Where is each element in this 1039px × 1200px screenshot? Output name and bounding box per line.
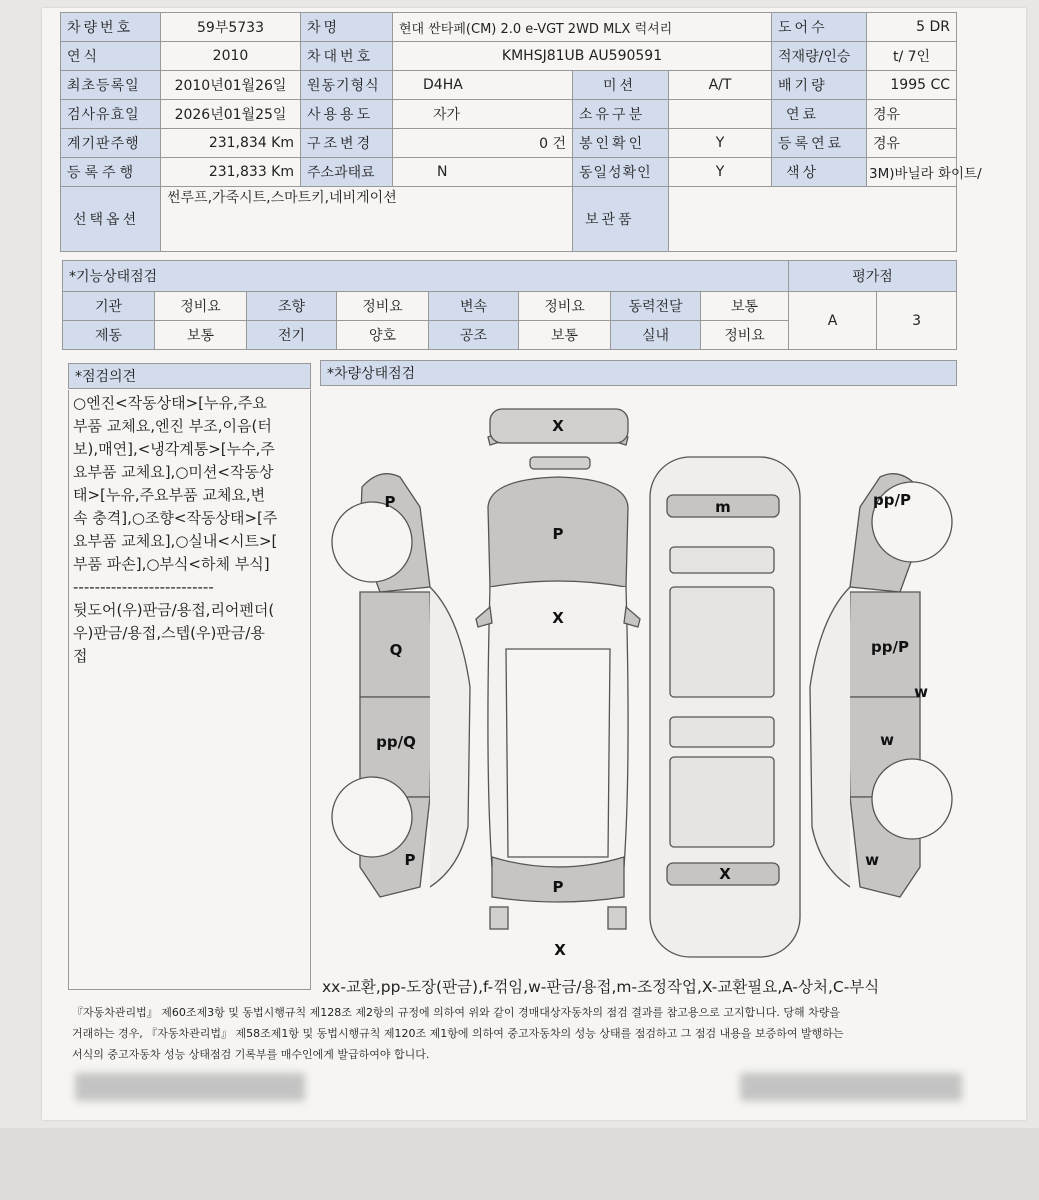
usage-value: 자가 <box>393 100 573 129</box>
penalty-label: 주소과태료 <box>301 158 393 187</box>
mark-underbody-rear: X <box>719 865 731 883</box>
fc-value-brake: 보통 <box>155 321 247 350</box>
identity-label: 동일성확인 <box>573 158 669 187</box>
options-label: 선택옵션 <box>61 187 161 252</box>
table-surface <box>0 1128 1039 1200</box>
fc-label-power-transfer: 동력전달 <box>611 292 701 321</box>
function-check-title: *기능상태점검 <box>63 261 789 292</box>
year-value: 2010 <box>161 42 301 71</box>
fc-value-steering: 정비요 <box>337 292 429 321</box>
color-label: 색상 <box>772 158 867 187</box>
engine-value: D4HA <box>393 71 573 100</box>
odometer-label: 계기판주행 <box>61 129 161 158</box>
score-title: 평가점 <box>789 261 957 292</box>
engine-label: 원동기형식 <box>301 71 393 100</box>
usage-label: 사용용도 <box>301 100 393 129</box>
grade-value: A <box>789 292 877 350</box>
color-value: 3M)바닐라 화이트/ <box>867 158 957 187</box>
opinion-line: 부품 교체요,엔진 부조,이음(터 <box>73 417 272 435</box>
damage-legend: xx-교환,pp-도장(판금),f-꺾임,w-판금/용접,m-조정작업,X-교환필요,A-상처,C-부식 <box>322 978 880 996</box>
trans-value: A/T <box>669 71 772 100</box>
right-rear-wheel <box>872 759 952 839</box>
options-value: 썬루프,가죽시트,스마트키,네비게이션 <box>161 187 573 252</box>
fc-value-engine: 정비요 <box>155 292 247 321</box>
inspection-value: 2026년01월25일 <box>161 100 301 129</box>
fc-label-engine: 기관 <box>63 292 155 321</box>
opinion-title: *점검의견 <box>68 363 311 389</box>
fc-label-interior: 실내 <box>611 321 701 350</box>
fuel-value: 경유 <box>867 100 957 129</box>
doors-label: 도어수 <box>772 13 867 42</box>
identity-value: Y <box>669 158 772 187</box>
fc-label-transmission: 변속 <box>429 292 519 321</box>
function-check-table <box>62 260 957 350</box>
doors-value: 5 DR <box>867 13 957 42</box>
fc-value-aircon: 보통 <box>519 321 611 350</box>
opinion-box <box>68 390 311 990</box>
opinion-line: 부품 파손],○부식<하체 부식] <box>73 555 270 573</box>
fc-value-transmission: 정비요 <box>519 292 611 321</box>
mark-right-rear-door: w <box>880 731 894 749</box>
car-diagram <box>320 387 960 977</box>
mark-rear-bumper: X <box>554 941 566 959</box>
displacement-label: 배기량 <box>772 71 867 100</box>
vehicle-state-title: *차량상태점검 <box>320 360 957 386</box>
fc-value-interior: 정비요 <box>701 321 789 350</box>
opinion-line: 뒷도어(우)판금/용접,리어펜더( <box>73 601 275 619</box>
plate-value: 59부5733 <box>161 13 301 42</box>
reg-fuel-value: 경유 <box>867 129 957 158</box>
model-label: 차명 <box>301 13 393 42</box>
capacity-label: 적재량/인승 <box>772 42 867 71</box>
capacity-value: t/ 7인 <box>867 42 957 71</box>
penalty-value: N <box>393 158 573 187</box>
first-reg-value: 2010년01월26일 <box>161 71 301 100</box>
redacted-right <box>740 1073 962 1101</box>
mark-rear-hatch: P <box>552 878 564 896</box>
opinion-line: 태>[누유,주요부품 교체요,변 <box>73 486 266 504</box>
ownership-label: 소유구분 <box>573 100 669 129</box>
storage-label: 보관품 <box>573 187 669 252</box>
redacted-left <box>75 1073 305 1101</box>
mark-left-front-door: Q <box>389 641 403 659</box>
mark-right-step: w <box>914 683 928 701</box>
inspection-label: 검사유효일 <box>61 100 161 129</box>
fc-label-aircon: 공조 <box>429 321 519 350</box>
mark-left-rear-door: pp/Q <box>376 733 416 751</box>
left-front-wheel <box>332 502 412 582</box>
displacement-value: 1995 CC <box>867 71 957 100</box>
legal-notice <box>72 1002 1012 1065</box>
mark-underbody-front: m <box>715 498 731 516</box>
storage-value <box>669 187 957 252</box>
opinion-line: 요부품 교체요],○미션<작동상 <box>73 463 274 481</box>
seal-value: Y <box>669 129 772 158</box>
modification-label: 구조변경 <box>301 129 393 158</box>
seal-label: 봉인확인 <box>573 129 669 158</box>
reg-fuel-label: 등록연료 <box>772 129 867 158</box>
mark-right-front-door: pp/P <box>871 638 909 656</box>
mark-right-front-fender: pp/P <box>873 491 911 509</box>
reg-mileage-value: 231,833 Km <box>161 158 301 187</box>
opinion-line: 보),매연],<냉각계통>[누수,주 <box>73 440 275 458</box>
ownership-value <box>669 100 772 129</box>
plate-label: 차량번호 <box>61 13 161 42</box>
vin-value: KMHSJ81UB AU590591 <box>393 42 772 71</box>
model-value: 현대 싼타페(CM) 2.0 e-VGT 2WD MLX 럭셔리 <box>393 13 772 42</box>
fc-value-power-transfer: 보통 <box>701 292 789 321</box>
opinion-line: ○엔진<작동상태>[누유,주요 <box>73 394 267 412</box>
opinion-line: 접 <box>73 647 88 665</box>
odometer-value: 231,834 Km <box>161 129 301 158</box>
fc-label-electric: 전기 <box>247 321 337 350</box>
left-rear-wheel <box>332 777 412 857</box>
fc-value-electric: 양호 <box>337 321 429 350</box>
notice-line: 『자동차관리법』 제60조제3항 및 동법시행규칙 제128조 제2항의 규정에 의하여 위와 같이 경매대상자동차의 점검 결과를 참고용으로 고지합니다. 당해 차량을 <box>72 1006 840 1019</box>
year-label: 연식 <box>61 42 161 71</box>
fuel-label: 연료 <box>772 100 867 129</box>
mark-windshield: X <box>552 609 564 627</box>
fc-label-brake: 제동 <box>63 321 155 350</box>
mark-hood: P <box>552 525 564 543</box>
reg-mileage-label: 등록주행 <box>61 158 161 187</box>
opinion-divider: -------------------------- <box>73 578 214 596</box>
score-value: 3 <box>877 292 957 350</box>
notice-line: 거래하는 경우, 『자동차관리법』 제58조제1항 및 동법시행규칙 제120조 제1항에 의하여 중고자동차의 성능 상태를 점검하고 그 점검 내용을 보증하여 발행하는 <box>72 1027 844 1040</box>
opinion-line: 요부품 교체요],○실내<시트>[ <box>73 532 278 550</box>
opinion-line: 속 충격],○조향<작동상태>[주 <box>73 509 278 527</box>
mark-left-front-fender: P <box>384 493 396 511</box>
vin-label: 차대번호 <box>301 42 393 71</box>
first-reg-label: 최초등록일 <box>61 71 161 100</box>
opinion-line: 우)판금/용접,스텝(우)판금/용 <box>73 624 265 642</box>
mark-left-rear-fender: P <box>404 851 416 869</box>
mark-right-rear-fender: w <box>865 851 879 869</box>
basic-info-table <box>60 12 982 252</box>
fc-label-steering: 조향 <box>247 292 337 321</box>
modification-value: 0 건 <box>393 129 573 158</box>
trans-label: 미션 <box>573 71 669 100</box>
mark-front-bumper: X <box>552 417 564 435</box>
notice-line: 서식의 중고자동차 성능 상태점검 기록부를 매수인에게 발급하여야 합니다. <box>72 1048 430 1061</box>
